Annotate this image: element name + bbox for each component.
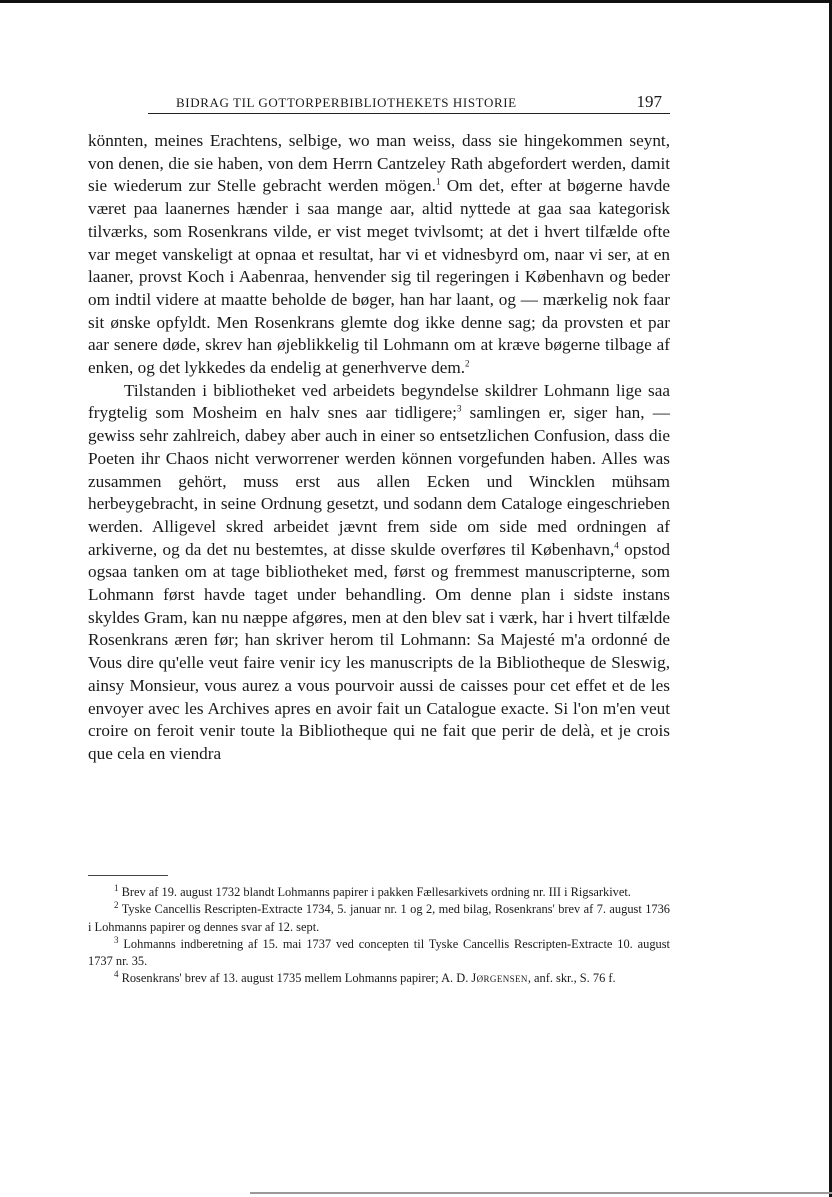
paragraph-2-part-a: Tilstanden i bibliotheket ved arbeidets begyndelse skildrer Lohmann lige saa frygtelig som Mosheim en halv snes aar tidligere; bbox=[88, 380, 670, 423]
footnote-ref-4: 4 bbox=[614, 539, 619, 550]
footnote-mark: 1 bbox=[114, 882, 119, 893]
paragraph-1-part-b: Om det, efter at bøgerne havde været paa laanernes hænder i saa mange aar, altid nyttede at gaa saa kategorisk tilværks, som Rosenkrans vilde, er vist meget tvivlsomt; at det i hvert tilfælde ofte var meget vanskeligt at opnaa et resultat, har vi et vidnesbyrd om, naar vi ser, at en laaner, provst Koch i Aabenraa, henvender sig til regeringen i København og beder om indtil videre at maatte beholde de bøger, han har laant, og — mærkelig nok faar sit ønske opfyldt. Men Rosenkrans glemte dog ikke denne sag; da provsten et par aar senere døde, skrev han øjeblikkelig til Lohmann om at kræve bøgerne tilbage af enken, og det lykkedes da endelig at generhverve dem. bbox=[88, 176, 670, 378]
footnote-tail: , anf. skr., S. 76 f. bbox=[527, 971, 616, 986]
footnote-4 bbox=[88, 970, 670, 987]
paragraph-2-part-b: samlingen er, siger han, — gewiss sehr zahlreich, dabey aber auch in einer so entsetzlichen Confusion, dass die Poeten ihr Chaos nicht verworrener werden können vorgefunden haben. Alles was zusammen gehört, muss erst aus allen Ecken und Wincklen mühsam herbeygebracht, in seine Ordnung gesetzt, und sodann dem Cataloge eingeschrieben werden. Alligevel skred arbeidet jævnt frem side om side med ordningen af arkiverne, og da det nu bestemtes, at disse skulde overføres til København, bbox=[88, 403, 670, 559]
footnote-text: Tyske Cancellis Rescripten-Extracte 1734, 5. januar nr. 1 og 2, med bilag, Rosenkrans' brev af 7. august 1736 i Lohmanns papirer og dennes svar af 12. sept. bbox=[88, 902, 670, 934]
paragraph-2-part-c: opstod ogsaa tanken om at tage bibliotheket med, først og fremmest manuscripterne, som Lohmann først havde taget under behandling. Om denne plan i sidste instans skyldes Gram, kan nu næppe afgøres, men at den blev sat i værk, har i hvert tilfælde Rosenkrans æren før; han skriver herom til Lohmann: Sa Majesté m'a ordonné de Vous dire qu'elle veut faire venir icy les manuscripts de la Bibliotheque de Sleswig, ainsy Monsieur, vous aurez a vous pourvoir aussi de caisses pour cet effet et de les envoyer avec les Archives apres en avoir fait un Catalogue exacte. Si l'on m'en veut croire on feroit venir toute la Bibliotheque qui ne fait que perir de delà, et je crois que cela en viendra bbox=[88, 539, 671, 763]
running-head: BIDRAG TIL GOTTORPERBIBLIOTHEKETS HISTORIE bbox=[176, 95, 517, 110]
page-header bbox=[88, 92, 670, 114]
footnote-text: Rosenkrans' brev af 13. august 1735 mellem Lohmanns papirer; A. D. bbox=[118, 971, 472, 986]
scan-border-top bbox=[0, 0, 832, 3]
footnote-ref-1: 1 bbox=[435, 176, 441, 187]
scan-border-bottom bbox=[250, 1192, 832, 1194]
paragraph-1 bbox=[88, 130, 670, 380]
footnote-1 bbox=[88, 884, 670, 901]
paragraph-2 bbox=[88, 380, 670, 766]
footnote-rule bbox=[88, 875, 168, 876]
footnote-author: Jørgensen bbox=[471, 971, 528, 986]
page-number: 197 bbox=[636, 92, 662, 111]
footnote-3 bbox=[88, 936, 670, 971]
footnotes bbox=[88, 884, 670, 988]
footnote-2 bbox=[88, 901, 670, 936]
footnote-mark: 3 bbox=[114, 934, 119, 945]
paragraph-1-part-a: könnten, meines Erachtens, selbige, wo man weiss, dass sie hingekommen seynt, von denen, die sie haben, von dem Herrn Cantzeley Rath abgefordert werden, damit sie wiederum zur Stelle gebracht werden mögen. bbox=[88, 131, 670, 196]
footnote-text: Lohmanns indberetning af 15. mai 1737 ved concepten til Tyske Cancellis Rescripten-Extracte 10. august 1737 nr. 35. bbox=[88, 936, 670, 969]
body-text bbox=[88, 130, 670, 766]
header-rule bbox=[148, 113, 670, 114]
footnote-mark: 4 bbox=[114, 969, 119, 980]
footnote-mark: 2 bbox=[114, 900, 119, 911]
footnote-ref-3: 3 bbox=[456, 403, 462, 414]
footnote-text: Brev af 19. august 1732 blandt Lohmanns papirer i pakken Fællesarkivets ordning nr. III i Rigsarkivet. bbox=[118, 885, 631, 899]
footnote-ref-2: 2 bbox=[465, 358, 470, 369]
